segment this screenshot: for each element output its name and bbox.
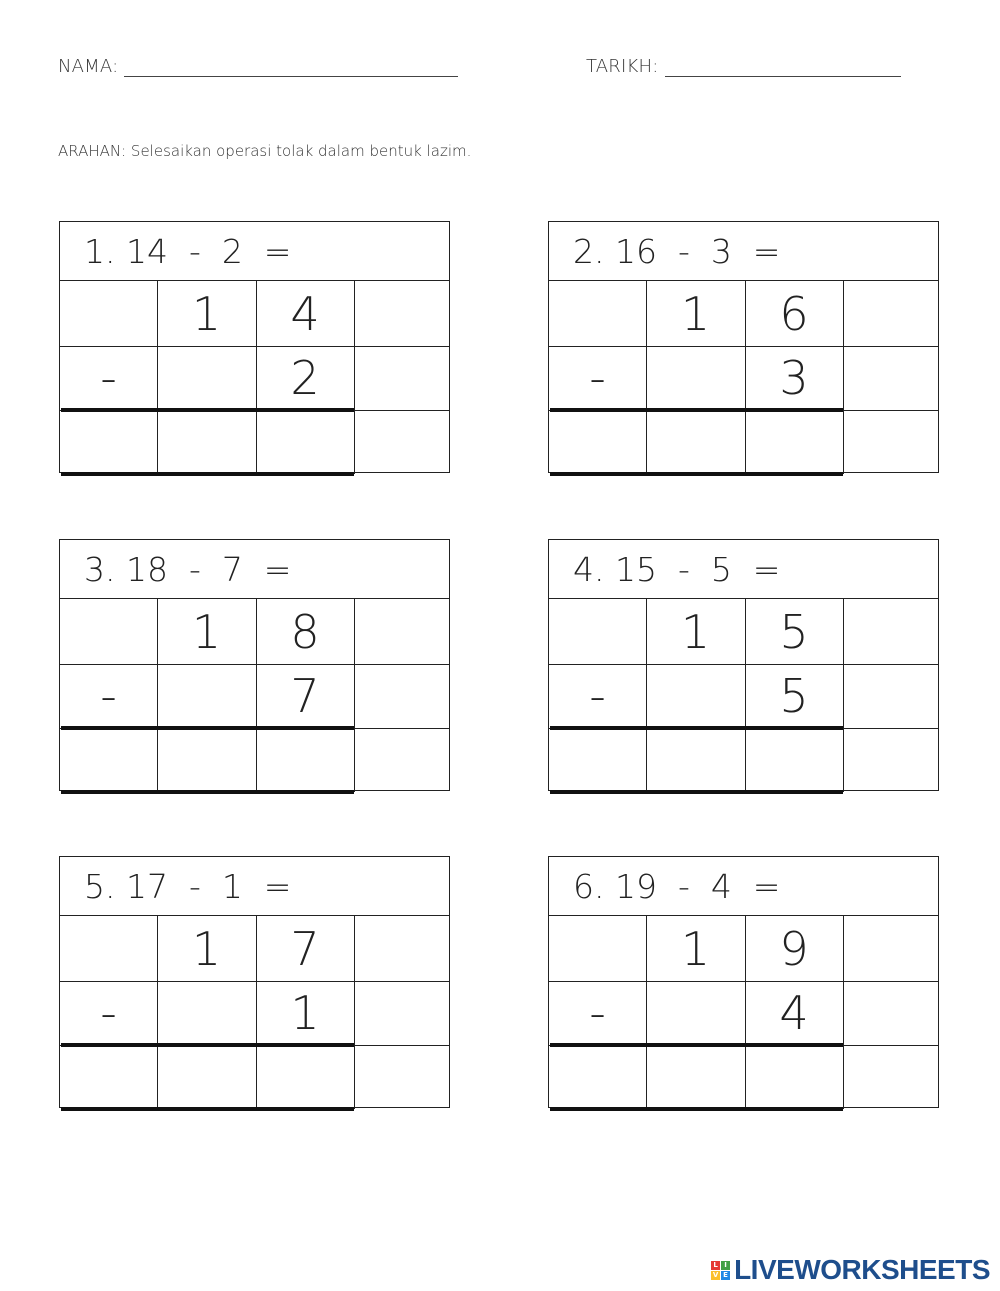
name-label: NAMA:: [58, 56, 119, 77]
digit-ones: 6: [779, 286, 809, 341]
date-field[interactable]: [586, 56, 901, 77]
answer-cell[interactable]: [646, 728, 745, 792]
digit-tens: 1: [680, 286, 711, 341]
instruction: [58, 142, 471, 160]
logo-letter: E: [721, 1271, 730, 1280]
answer-cell[interactable]: [646, 1045, 745, 1109]
grid-line: [843, 916, 844, 1109]
problem-title: 4. 15 - 5 =: [549, 540, 938, 599]
subtraction-problem: [548, 221, 939, 473]
date-input-line[interactable]: [665, 60, 901, 77]
answer-cell[interactable]: [549, 410, 646, 474]
digit-ones: 7: [290, 921, 320, 976]
brand-logo-icon: [711, 1261, 730, 1280]
minus-sign: -: [100, 351, 117, 405]
answer-cell[interactable]: [256, 410, 354, 474]
logo-letter: I: [721, 1261, 730, 1270]
answer-cell[interactable]: [157, 728, 256, 792]
grid-line: [354, 599, 355, 792]
digit-tens: 1: [680, 604, 711, 659]
answer-cell[interactable]: [157, 1045, 256, 1109]
grid-line: [354, 916, 355, 1109]
problem-title: 2. 16 - 3 =: [549, 222, 938, 281]
answer-underline: [550, 726, 843, 730]
subtraction-problem: [59, 856, 450, 1108]
subtraction-problem: [548, 539, 939, 791]
digit-tens: 1: [191, 921, 222, 976]
minus-sign: -: [589, 351, 606, 405]
logo-letter: V: [712, 1270, 719, 1279]
grid-line: [843, 599, 844, 792]
subtraction-problem: [59, 221, 450, 473]
digit-ones: 7: [290, 669, 320, 723]
digit-ones: 9: [779, 921, 809, 976]
digit-ones: 8: [290, 604, 320, 659]
answer-cell[interactable]: [60, 728, 157, 792]
logo-letter: L: [711, 1261, 720, 1270]
brand-name: LIVEWORKSHEETS: [734, 1254, 990, 1285]
answer-underline: [550, 472, 843, 476]
answer-cell[interactable]: [60, 410, 157, 474]
digit-ones: 2: [290, 351, 320, 405]
answer-underline: [61, 726, 354, 730]
answer-underline: [550, 1043, 843, 1047]
answer-underline: [550, 790, 843, 794]
answer-cell[interactable]: [745, 728, 843, 792]
name-input-line[interactable]: [124, 60, 458, 77]
grid-line: [354, 281, 355, 474]
subtraction-problem: [59, 539, 450, 791]
answer-underline: [61, 1043, 354, 1047]
digit-ones: 5: [779, 604, 809, 659]
digit-tens: 1: [191, 604, 222, 659]
minus-sign: -: [100, 669, 117, 723]
problem-title: 3. 18 - 7 =: [60, 540, 449, 599]
digit-ones: 3: [779, 351, 809, 405]
answer-underline: [61, 1107, 354, 1111]
answer-cell[interactable]: [256, 728, 354, 792]
answer-cell[interactable]: [646, 410, 745, 474]
answer-cell[interactable]: [549, 728, 646, 792]
answer-cell[interactable]: [256, 1045, 354, 1109]
digit-ones: 1: [290, 986, 320, 1040]
answer-cell[interactable]: [745, 410, 843, 474]
minus-sign: -: [100, 986, 117, 1040]
digit-ones: 4: [779, 986, 809, 1040]
grid-line: [843, 281, 844, 474]
problem-title: 5. 17 - 1 =: [60, 857, 449, 916]
answer-cell[interactable]: [60, 1045, 157, 1109]
digit-ones: 5: [779, 669, 809, 723]
answer-underline: [550, 408, 843, 412]
problem-title: 6. 19 - 4 =: [549, 857, 938, 916]
answer-underline: [61, 790, 354, 794]
brand-logo: [711, 1254, 990, 1286]
answer-underline: [61, 472, 354, 476]
name-field[interactable]: [58, 56, 458, 77]
instruction-text: ARAHAN: Selesaikan operasi tolak dalam bentuk lazim.: [58, 142, 472, 160]
answer-underline: [550, 1107, 843, 1111]
problem-title: 1. 14 - 2 =: [60, 222, 449, 281]
digit-tens: 1: [680, 921, 711, 976]
answer-cell[interactable]: [157, 410, 256, 474]
minus-sign: -: [589, 986, 606, 1040]
minus-sign: -: [589, 669, 606, 723]
digit-ones: 4: [290, 286, 320, 341]
answer-cell[interactable]: [549, 1045, 646, 1109]
answer-cell[interactable]: [745, 1045, 843, 1109]
answer-underline: [61, 408, 354, 412]
date-label: TARIKH:: [586, 56, 659, 77]
subtraction-problem: [548, 856, 939, 1108]
digit-tens: 1: [191, 286, 222, 341]
